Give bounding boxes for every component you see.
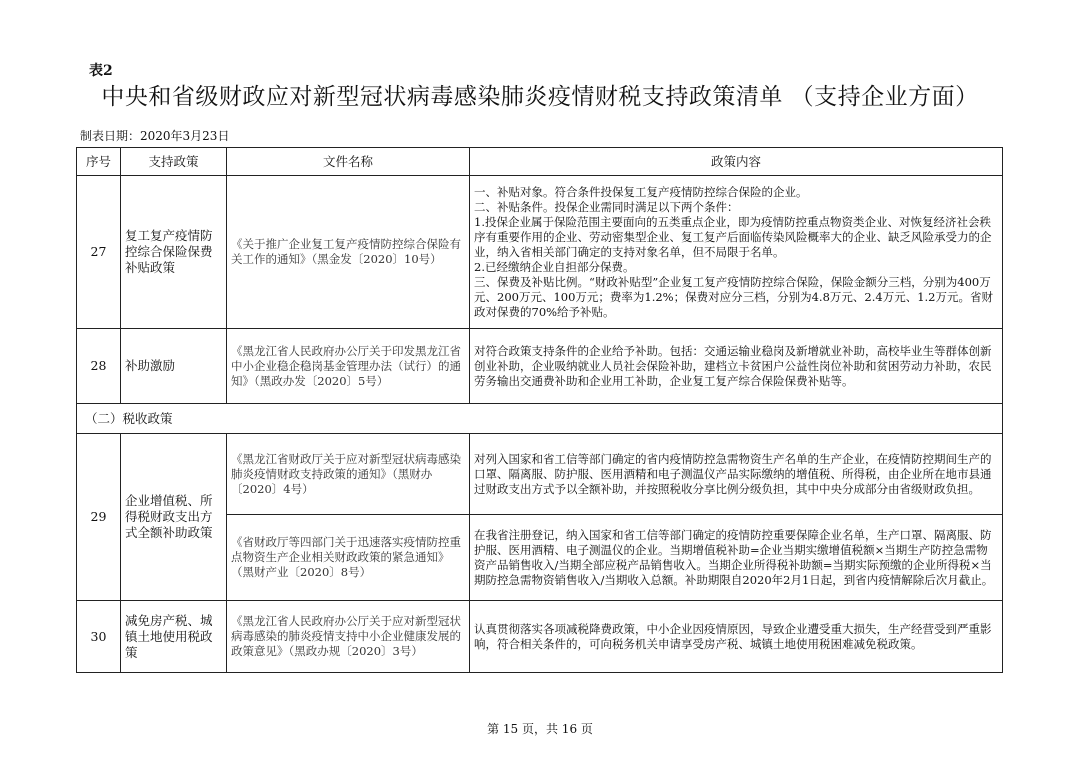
table-row [77,601,1003,673]
document-name: 《黑龙江省人民政府办公厅关于应对新型冠状病毒感染的肺炎疫情支持中小企业健康发展的政策意见》（黑政办规〔2020〕3号） [227,601,470,673]
content-line: 1.投保企业属于保险范围主要面向的五类重点企业，即为疫情防控重点物资类企业、对恢复经济社会秩序有重要作用的企业、劳动密集型企业、复工复产后面临传染风险概率大的企业、缺乏风险承受力的企业，纳入省相关部门确定的支持对象名单，但不局限于名单。 [474,214,992,259]
page-footer: 第 15 页，共 16 页 [487,722,593,736]
table-label: 表2 [89,63,113,79]
row-number: 27 [77,176,121,329]
column-header: 序号 [77,148,121,176]
column-header: 文件名称 [227,148,470,176]
section-row [77,404,1003,434]
document-name: 《省财政厅等四部门关于迅速落实疫情防控重点物资生产企业相关财政政策的紧急通知》（黑财产业〔2020〕8号） [227,515,470,601]
content-line: 二、补贴条件。投保企业需同时满足以下两个条件： [474,199,739,214]
policy-name: 减免房产税、城镇土地使用税政策 [121,601,227,673]
policy-name: 企业增值税、所得税财政支出方式全额补助政策 [121,434,227,601]
column-header: 政策内容 [470,148,1003,176]
policy-content: 对列入国家和省工信等部门确定的省内疫情防控急需物资生产名单的生产企业，在疫情防控期间生产的口罩、隔离服、防护服、医用酒精和电子测温仪产品实际缴纳的增值税、所得税，由企业所在地市县通过财政支出方式予以全额补助，并按照税收分享比例分级负担，其中中央分成部分由省级财政负担。 [470,434,1003,515]
policy-content: 对符合政策支持条件的企业给予补助。包括：交通运输业稳岗及新增就业补助，高校毕业生等群体创新创业补助，企业吸纳就业人员社会保险补助，建档立卡贫困户公益性岗位补助和贫困劳动力补助，农民劳务输出交通费补助和企业用工补助，企业复工复产综合保险保费补贴等。 [470,329,1003,404]
row-number: 30 [77,601,121,673]
policy-content: 在我省注册登记，纳入国家和省工信等部门确定的疫情防控重要保障企业名单，生产口罩、隔离服、防护服、医用酒精、电子测温仪的企业。当期增值税补助=企业当期实缴增值税额×当期生产防控急需物资产品销售收入/当期全部应税产品销售收入。当期企业所得税补助额=当期实际预缴的企业所得税×当期防控急需物资销售收入/当期收入总额。补助期限自2020年2月1日起，到省内疫情解除后次月截止。 [470,515,1003,601]
table-row [77,434,1003,515]
document-name: 《关于推广企业复工复产疫情防控综合保险有关工作的通知》（黑金发〔2020〕10号） [227,176,470,329]
table-row [77,176,1003,329]
date-line: 制表日期：2020年3月23日 [80,129,230,143]
policy-content: 认真贯彻落实各项减税降费政策，中小企业因疫情原因，导致企业遭受重大损失，生产经营受到严重影响，符合相关条件的，可向税务机关申请享受房产税、城镇土地使用税困难减免税政策。 [470,601,1003,673]
section-title: （二）税收政策 [77,404,1003,434]
table-row [77,329,1003,404]
document-name: 《黑龙江省人民政府办公厅关于印发黑龙江省中小企业稳企稳岗基金管理办法（试行）的通知》（黑政办发〔2020〕5号） [227,329,470,404]
content-line: 2.已经缴纳企业自担部分保费。 [474,259,635,274]
page-title: 中央和省级财政应对新型冠状病毒感染肺炎疫情财税支持政策清单 （支持企业方面） [101,84,979,110]
policy-table [76,147,1003,673]
content-line: 三、保费及补贴比例。“财政补贴型”企业复工复产疫情防控综合保险，保险金额分三档，分别为400万元、200万元、100万元；费率为1.2%；保费对应分三档，分别为4.8万元、2.4万元、1.2万元。省财政对保费的70%给予补贴。 [474,274,993,319]
table-header-row [77,148,1003,176]
content-line: 一、补贴对象。符合条件投保复工复产疫情防控综合保险的企业。 [474,184,808,199]
document-name: 《黑龙江省财政厅关于应对新型冠状病毒感染肺炎疫情财政支持政策的通知》（黑财办〔2020〕4号） [227,434,470,515]
policy-content [470,176,1003,329]
policy-name: 补助激励 [121,329,227,404]
policy-name: 复工复产疫情防控综合保险保费补贴政策 [121,176,227,329]
row-number: 29 [77,434,121,601]
row-number: 28 [77,329,121,404]
column-header: 支持政策 [121,148,227,176]
